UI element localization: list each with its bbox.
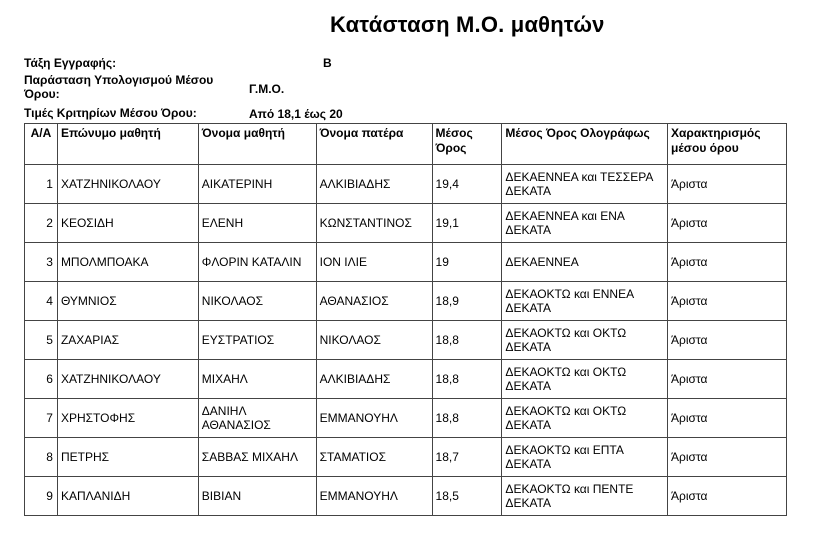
cell-avg-words: ΔΕΚΑΟΚΤΩ και ΠΕΝΤΕ ΔΕΚΑΤΑ	[502, 477, 668, 516]
cell-rating: Άριστα	[668, 477, 787, 516]
table-row	[25, 204, 787, 243]
cell-father: ΣΤΑΜΑΤΙΟΣ	[316, 438, 432, 477]
cell-avg-words: ΔΕΚΑΕΝΝΕΑ και ΕΝΑ ΔΕΚΑΤΑ	[502, 204, 668, 243]
cell-rating: Άριστα	[668, 321, 787, 360]
cell-surname: ΧΡΗΣΤΟΦΗΣ	[57, 399, 198, 438]
cell-father: ΝΙΚΟΛΑΟΣ	[316, 321, 432, 360]
col-header-aa: Α/Α	[25, 124, 58, 165]
cell-avg: 18,8	[432, 399, 502, 438]
cell-aa: 4	[25, 282, 58, 321]
avg-type-value: Γ.Μ.Ο.	[249, 82, 285, 96]
table-row	[25, 165, 787, 204]
col-header-surname: Επώνυμο μαθητή	[57, 124, 198, 165]
cell-avg-words: ΔΕΚΑΟΚΤΩ και ΟΚΤΩ ΔΕΚΑΤΑ	[502, 360, 668, 399]
cell-surname: ΖΑΧΑΡΙΑΣ	[57, 321, 198, 360]
cell-name: ΕΛΕΝΗ	[198, 204, 316, 243]
table-row	[25, 282, 787, 321]
cell-aa: 8	[25, 438, 58, 477]
table-row	[25, 321, 787, 360]
range-value: Από 18,1 έως 20	[249, 107, 343, 121]
cell-name: ΣΑΒΒΑΣ ΜΙΧΑΗΛ	[198, 438, 316, 477]
cell-surname: ΜΠΟΛΜΠΟΑΚΑ	[57, 243, 198, 282]
cell-surname: ΚΕΟΣΙΔΗ	[57, 204, 198, 243]
cell-avg: 18,8	[432, 360, 502, 399]
cell-avg: 18,7	[432, 438, 502, 477]
cell-surname: ΚΑΠΛΑΝΙΔΗ	[57, 477, 198, 516]
cell-rating: Άριστα	[668, 282, 787, 321]
class-value: Β	[323, 56, 332, 70]
col-header-name: Όνομα μαθητή	[198, 124, 316, 165]
cell-name: ΑΙΚΑΤΕΡΙΝΗ	[198, 165, 316, 204]
cell-name: ΜΙΧΑΗΛ	[198, 360, 316, 399]
cell-rating: Άριστα	[668, 360, 787, 399]
students-table	[24, 123, 787, 516]
table-row	[25, 399, 787, 438]
cell-name: ΕΥΣΤΡΑΤΙΟΣ	[198, 321, 316, 360]
cell-rating: Άριστα	[668, 243, 787, 282]
cell-avg-words: ΔΕΚΑΟΚΤΩ και ΟΚΤΩ ΔΕΚΑΤΑ	[502, 321, 668, 360]
cell-rating: Άριστα	[668, 399, 787, 438]
cell-avg-words: ΔΕΚΑΕΝΝΕΑ και ΤΕΣΣΕΡΑ ΔΕΚΑΤΑ	[502, 165, 668, 204]
cell-father: ΕΜΜΑΝΟΥΗΛ	[316, 477, 432, 516]
cell-avg: 18,5	[432, 477, 502, 516]
table-row	[25, 360, 787, 399]
cell-father: ΚΩΝΣΤΑΝΤΙΝΟΣ	[316, 204, 432, 243]
cell-aa: 9	[25, 477, 58, 516]
table-row	[25, 438, 787, 477]
cell-name: ΔΑΝΙΗΛ ΑΘΑΝΑΣΙΟΣ	[198, 399, 316, 438]
avg-type-label: Παράσταση Υπολογισμού Μέσου Όρου:	[24, 73, 214, 101]
cell-name: ΝΙΚΟΛΑΟΣ	[198, 282, 316, 321]
cell-aa: 1	[25, 165, 58, 204]
cell-father: ΑΘΑΝΑΣΙΟΣ	[316, 282, 432, 321]
col-header-avg-words: Μέσος Όρος Ολογράφως	[502, 124, 668, 165]
cell-aa: 3	[25, 243, 58, 282]
cell-surname: ΠΕΤΡΗΣ	[57, 438, 198, 477]
table-row	[25, 243, 787, 282]
page-title: Κατάσταση Μ.Ο. μαθητών	[330, 12, 605, 37]
cell-name: ΦΛΟΡΙΝ ΚΑΤΑΛΙΝ	[198, 243, 316, 282]
cell-avg-words: ΔΕΚΑΕΝΝΕΑ	[502, 243, 668, 282]
table-row	[25, 477, 787, 516]
cell-avg: 19	[432, 243, 502, 282]
cell-surname: ΧΑΤΖΗΝΙΚΟΛΑΟΥ	[57, 360, 198, 399]
cell-avg-words: ΔΕΚΑΟΚΤΩ και ΟΚΤΩ ΔΕΚΑΤΑ	[502, 399, 668, 438]
cell-rating: Άριστα	[668, 165, 787, 204]
cell-father: ΕΜΜΑΝΟΥΗΛ	[316, 399, 432, 438]
range-label: Τιμές Κριτηρίων Μέσου Όρου:	[24, 106, 197, 120]
cell-aa: 2	[25, 204, 58, 243]
cell-avg: 19,1	[432, 204, 502, 243]
cell-surname: ΧΑΤΖΗΝΙΚΟΛΑΟΥ	[57, 165, 198, 204]
col-header-rating: Χαρακτηρισμός μέσου όρου	[668, 124, 787, 165]
cell-father: ΑΛΚΙΒΙΑΔΗΣ	[316, 360, 432, 399]
cell-name: ΒΙΒΙΑΝ	[198, 477, 316, 516]
cell-aa: 6	[25, 360, 58, 399]
cell-aa: 7	[25, 399, 58, 438]
cell-avg: 18,8	[432, 321, 502, 360]
cell-avg-words: ΔΕΚΑΟΚΤΩ και ΕΠΤΑ ΔΕΚΑΤΑ	[502, 438, 668, 477]
cell-father: ΑΛΚΙΒΙΑΔΗΣ	[316, 165, 432, 204]
cell-surname: ΘΥΜΝΙΟΣ	[57, 282, 198, 321]
table-header-row	[25, 124, 787, 165]
cell-avg: 19,4	[432, 165, 502, 204]
cell-aa: 5	[25, 321, 58, 360]
cell-rating: Άριστα	[668, 204, 787, 243]
col-header-avg: Μέσος Όρος	[432, 124, 502, 165]
cell-avg-words: ΔΕΚΑΟΚΤΩ και ΕΝΝΕΑ ΔΕΚΑΤΑ	[502, 282, 668, 321]
col-header-father: Όνομα πατέρα	[316, 124, 432, 165]
cell-avg: 18,9	[432, 282, 502, 321]
cell-rating: Άριστα	[668, 438, 787, 477]
class-label: Τάξη Εγγραφής:	[24, 56, 117, 70]
cell-father: ΙΟΝ ΙΛΙΕ	[316, 243, 432, 282]
